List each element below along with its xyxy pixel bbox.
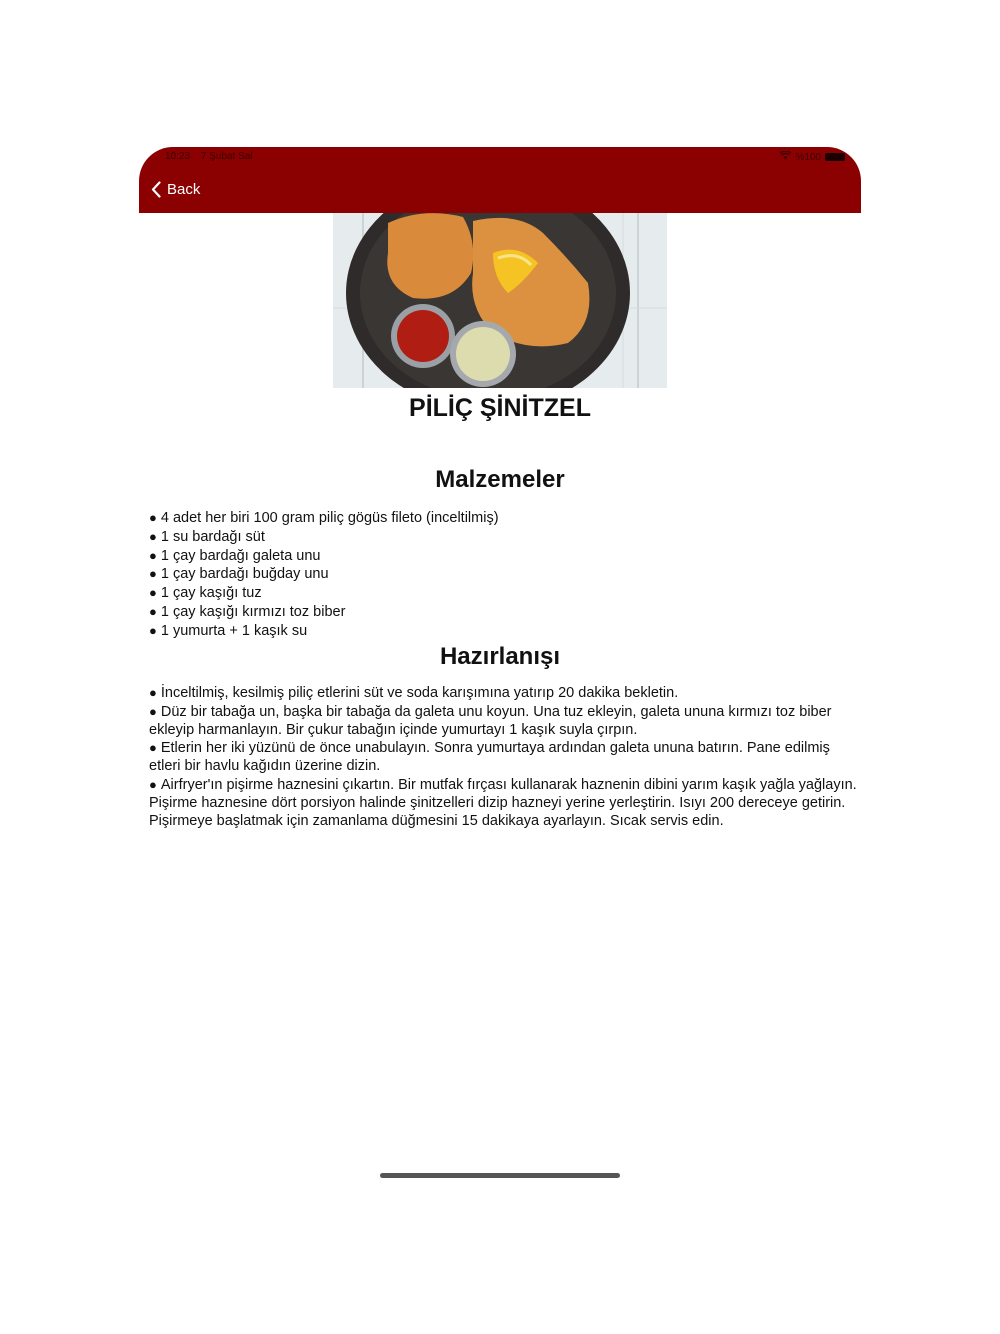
battery-icon bbox=[825, 153, 845, 161]
status-date: 7 Şubat Sal bbox=[200, 151, 253, 162]
app-frame bbox=[139, 147, 861, 213]
back-button[interactable] bbox=[151, 181, 200, 198]
navigation-bar bbox=[139, 147, 861, 213]
recipe-title: PİLİÇ ŞİNİTZEL bbox=[409, 394, 591, 422]
back-label: Back bbox=[167, 181, 201, 198]
preparation-list bbox=[149, 684, 859, 830]
list-item: ● 1 çay kaşığı kırmızı toz biber bbox=[149, 603, 346, 620]
status-bar bbox=[139, 151, 861, 165]
list-item: ● 1 çay bardağı buğday unu bbox=[149, 566, 329, 583]
list-item: ● 1 yumurta + 1 kaşık su bbox=[149, 622, 308, 639]
list-item: ● Etlerin her iki yüzünü de önce unabulayın. Sonra yumurtaya ardından galeta ununa batırın. Pane edilmiş etleri bir havlu kağıdın üzerine dizin. bbox=[149, 740, 830, 775]
list-item: ● 1 çay bardağı galeta unu bbox=[149, 547, 321, 564]
list-item: ● 1 su bardağı süt bbox=[149, 528, 265, 545]
status-time: 10:23 bbox=[165, 151, 191, 162]
chevron-left-icon bbox=[151, 181, 161, 198]
ingredients-heading: Malzemeler bbox=[435, 466, 565, 493]
preparation-heading: Hazırlanışı bbox=[439, 643, 561, 670]
home-indicator[interactable] bbox=[380, 1173, 620, 1178]
ingredients-list bbox=[149, 509, 849, 641]
battery-percent: %100 bbox=[795, 151, 821, 163]
wifi-icon bbox=[780, 151, 791, 163]
recipe-image bbox=[333, 213, 667, 388]
list-item: ● 1 çay kaşığı tuz bbox=[149, 585, 262, 602]
status-left bbox=[165, 151, 261, 162]
list-item: ● İnceltilmiş, kesilmiş piliç etlerini süt ve soda karışımına yatırıp 20 dakika bekletin. bbox=[149, 685, 679, 701]
status-right bbox=[780, 151, 845, 163]
list-item: ● Airfryer'ın pişirme haznesini çıkartın. Bir mutfak fırçası kullanarak haznenin dibini yarım kaşık yağla yağlayın. Pişirme haznesine dört porsiyon halinde şinitzelleri dizip hazneyi yerine yerleştirin. Isıyı 200 dereceye getirin. Pişirmeye başlatmak için zamanlama düğmesini 15 dakikaya ayarlayın. Sıcak servis edin. bbox=[149, 776, 857, 829]
list-item: ● 4 adet her biri 100 gram piliç gögüs fileto (inceltilmiş) bbox=[149, 510, 499, 526]
list-item: ● Düz bir tabağa un, başka bir tabağa da galeta unu koyun. Una tuz ekleyin, galeta ununa kırmızı toz biber ekleyip harmanlayın. Bir çukur tabağın içinde yumurtayı 1 kaşık suyla çırpın. bbox=[149, 703, 832, 738]
